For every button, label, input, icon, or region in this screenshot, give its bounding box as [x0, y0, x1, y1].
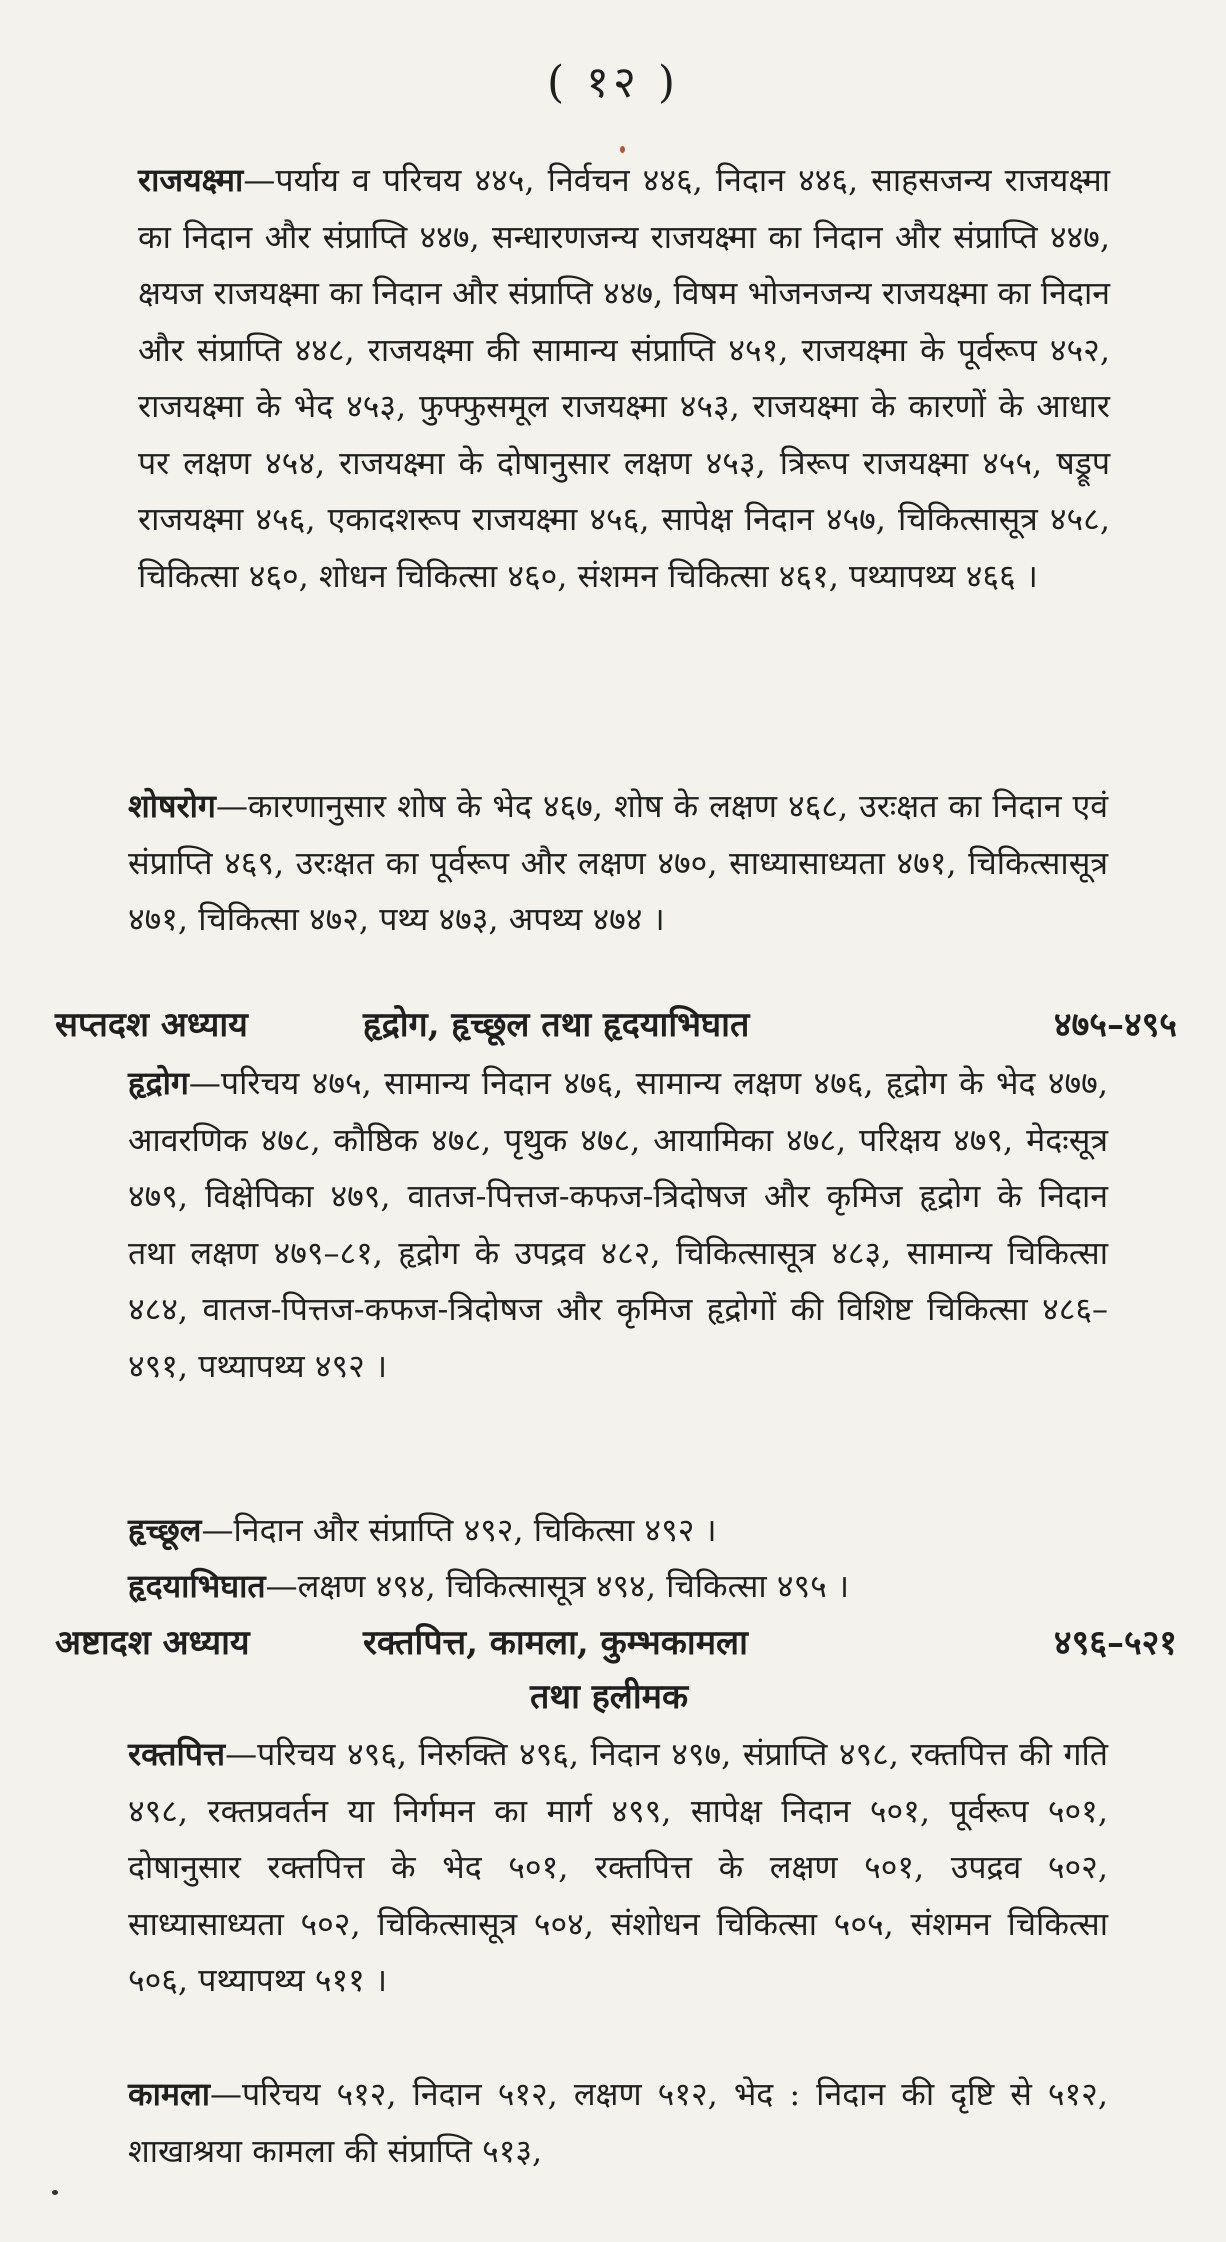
chapter-title-continued: तथा हलीमक — [530, 1677, 689, 1717]
entry-text: —लक्षण ४९४, चिकित्सासूत्र ४९४, चिकित्सा ४९५ । — [265, 1567, 850, 1605]
chapter-title: हृद्रोग, हृच्छूल तथा हृदयाभिघात — [363, 1005, 750, 1045]
page-number: ( १२ ) — [546, 57, 680, 108]
index-entry — [128, 1055, 1108, 1394]
index-entry — [128, 1502, 1108, 1559]
index-entry — [128, 1726, 1108, 2009]
entry-term: शोषरोग — [128, 787, 216, 825]
entry-text: —परिचय ४७५, सामान्य निदान ४७६, सामान्य लक्षण ४७६, हृद्रोग के भेद ४७७, आवरणिक ४७८, कौष्ठिक ४७८, पृथुक ४७८, आयामिका ४७८, परिक्षय ४७९, मेदःसूत्र ४७९, विक्षेपिका ४७९, वातज-पित्तज-कफज-त्रिदोषज और कृमिज हृद्रोग के निदान तथा लक्षण ४७९–८१, हृद्रोग के उपद्रव ४८२, चिकित्सासूत्र ४८३, सामान्य चिकित्सा ४८४, वातज-पित्तज-कफज-त्रिदोषज और कृमिज हृद्रोगों की विशिष्ट चिकित्सा ४८६–४९१, पथ्यापथ्य ४९२ । — [128, 1064, 1108, 1385]
index-entry — [138, 152, 1110, 604]
chapter-heading — [55, 1618, 1177, 1674]
entry-term: राजयक्ष्मा — [138, 161, 244, 199]
chapter-heading — [55, 1000, 1177, 1056]
entry-text: —निदान और संप्राप्ति ४९२, चिकित्सा ४९२ । — [201, 1511, 717, 1549]
entry-term: हृद्रोग — [128, 1064, 189, 1102]
entry-text: —पर्याय व परिचय ४४५, निर्वचन ४४६, निदान ४४६, साहसजन्य राजयक्ष्मा का निदान और संप्राप्ति ४४७, सन्धारणजन्य राजयक्ष्मा का निदान और संप्राप्ति ४४७, क्षयज राजयक्ष्मा का निदान और संप्राप्ति ४४७, विषम भोजनजन्य राजयक्ष्मा का निदान और संप्राप्ति ४४८, राजयक्ष्मा की सामान्य संप्राप्ति ४५१, राजयक्ष्मा के पूर्वरूप ४५२, राजयक्ष्मा के भेद ४५३, फुफ्फुसमूल राजयक्ष्मा ४५३, राजयक्ष्मा के कारणों के आधार पर लक्षण ४५४, राजयक्ष्मा के दोषानुसार लक्षण ४५३, त्रिरूप राजयक्ष्मा ४५५, षड्रूप राजयक्ष्मा ४५६, एकादशरूप राजयक्ष्मा ४५६, सापेक्ष निदान ४५७, चिकित्सासूत्र ४५८, चिकित्सा ४६०, शोधन चिकित्सा ४६०, संशमन चिकित्सा ४६१, पथ्यापथ्य ४६६ । — [138, 161, 1110, 595]
chapter-pages: ४९६–५२१ — [1053, 1623, 1177, 1663]
chapter-pages: ४७५–४९५ — [1053, 1005, 1177, 1045]
index-entry — [128, 1558, 1108, 1615]
entry-text: —परिचय ५१२, निदान ५१२, लक्षण ५१२, भेद : निदान की दृष्टि से ५१२, शाखाश्रया कामला की संप्राप्ति ५१३, — [128, 2075, 1108, 2170]
chapter-label: अष्टादश अध्याय — [55, 1623, 250, 1663]
chapter-title: रक्तपित्त, कामला, कुम्भकामला — [363, 1623, 748, 1663]
scan-speck — [620, 146, 625, 153]
entry-text: —कारणानुसार शोष के भेद ४६७, शोष के लक्षण ४६८, उरःक्षत का निदान एवं संप्राप्ति ४६९, उरःक्षत का पूर्वरूप और लक्षण ४७०, साध्यासाध्यता ४७१, चिकित्सासूत्र ४७१, चिकित्सा ४७२, पथ्य ४७३, अपथ्य ४७४ । — [128, 787, 1108, 938]
scan-speck — [52, 2190, 58, 2195]
index-entry — [128, 778, 1108, 948]
entry-text: —परिचय ४९६, निरुक्ति ४९६, निदान ४९७, संप्राप्ति ४९८, रक्तपित्त की गति ४९८, रक्तप्रवर्तन या निर्गमन का मार्ग ४९९, सापेक्ष निदान ५०१, पूर्वरूप ५०१, दोषानुसार रक्तपित्त के भेद ५०१, रक्तपित्त के लक्षण ५०१, उपद्रव ५०२, साध्यासाध्यता ५०२, चिकित्सासूत्र ५०४, संशोधन चिकित्सा ५०५, संशमन चिकित्सा ५०६, पथ्यापथ्य ५११ । — [128, 1735, 1108, 1999]
entry-term: कामला — [128, 2075, 210, 2113]
entry-term: रक्तपित्त — [128, 1735, 226, 1773]
chapter-label: सप्तदश अध्याय — [55, 1005, 248, 1045]
entry-term: हृच्छूल — [128, 1511, 202, 1549]
index-entry — [128, 2066, 1108, 2179]
entry-term: हृदयाभिघात — [128, 1567, 266, 1605]
